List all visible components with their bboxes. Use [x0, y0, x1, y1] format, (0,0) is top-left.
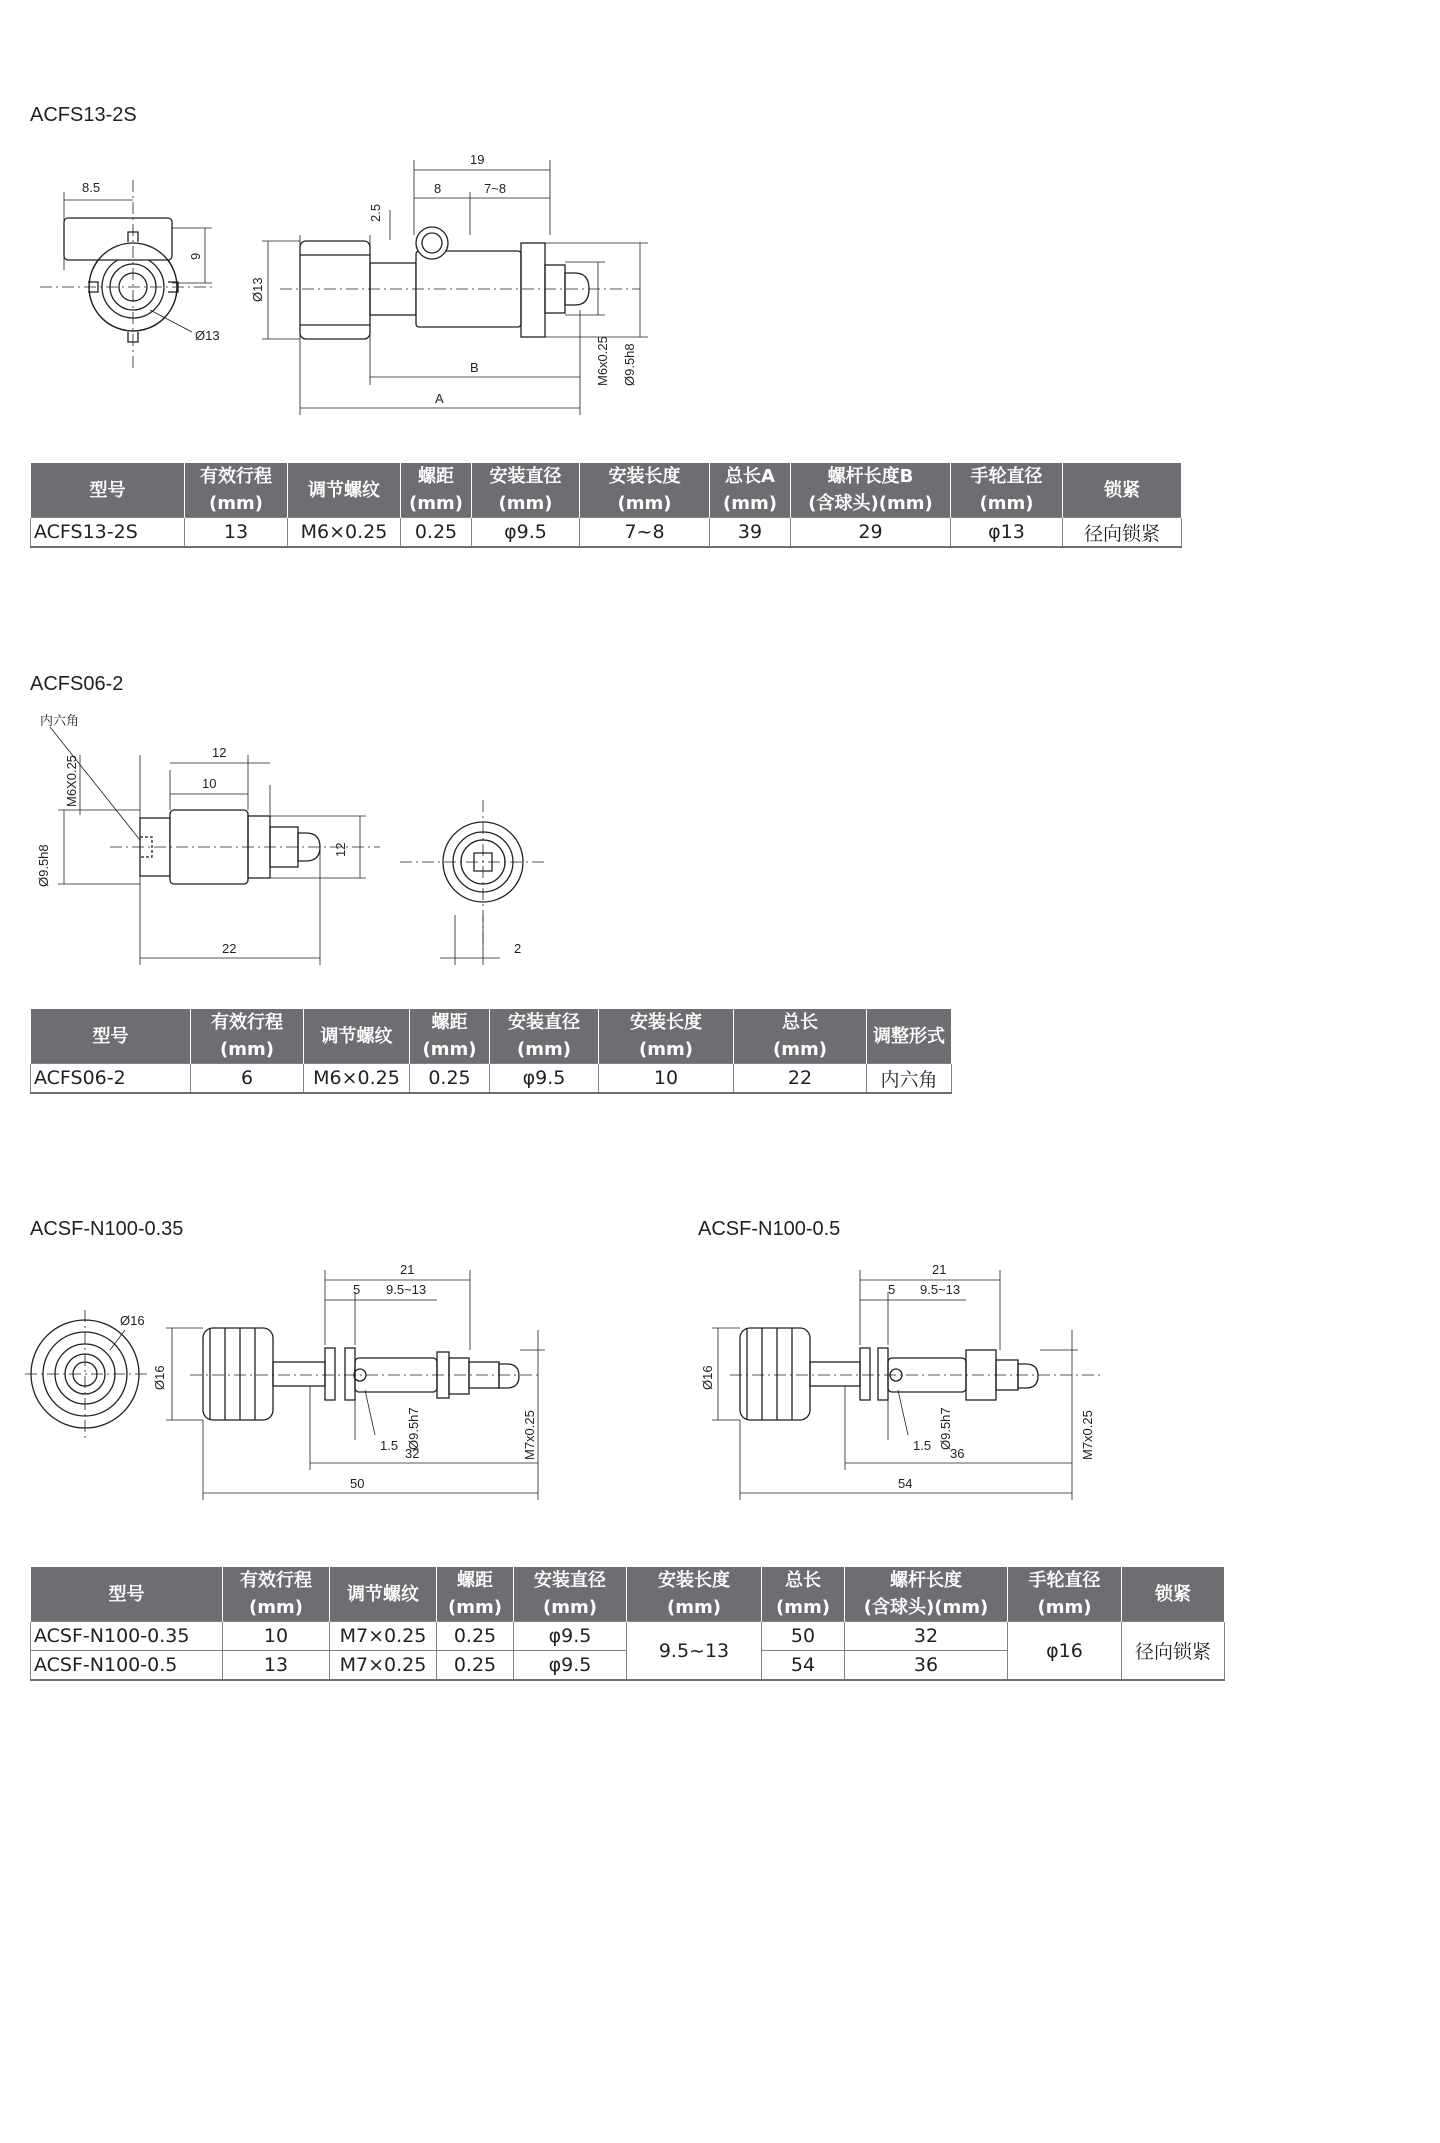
dim-label: Ø16 — [120, 1313, 145, 1328]
dim-label: 36 — [950, 1446, 965, 1461]
section-title-acfs06-2: ACFS06-2 — [30, 673, 124, 695]
table-header-cell: 螺杆长度 (含球头)(mm) — [845, 1567, 1008, 1622]
spec-table-acsf-n100 — [30, 1567, 1225, 1681]
table-cell: 内六角 — [867, 1064, 952, 1094]
dim-label: 2.5 — [368, 203, 383, 222]
table-header-cell: 总长 (mm) — [734, 1009, 867, 1064]
table-cell: φ9.5 — [472, 518, 580, 548]
table-cell: 36 — [845, 1651, 1008, 1681]
table-header-cell: 螺距 (mm) — [437, 1567, 514, 1622]
table-cell: φ9.5 — [490, 1064, 599, 1094]
table-header-cell: 安装长度 (mm) — [627, 1567, 762, 1622]
table-header-cell: 安装长度 (mm) — [580, 463, 710, 518]
dim-label: M7x0.25 — [522, 1410, 537, 1460]
dim-label: Ø9.5h7 — [406, 1407, 421, 1450]
table-cell: 39 — [710, 518, 791, 548]
table-header-cell: 安装直径 (mm) — [514, 1567, 627, 1622]
dim-label: 32 — [405, 1446, 420, 1461]
dim-label: Ø16 — [700, 1365, 715, 1390]
table-header-cell: 有效行程 (mm) — [185, 463, 288, 518]
table-header-cell: 安装长度 (mm) — [599, 1009, 734, 1064]
table-cell: φ16 — [1008, 1622, 1122, 1681]
table-cell: 0.25 — [410, 1064, 490, 1094]
table-cell: 径向锁紧 — [1063, 518, 1182, 548]
table-cell: 10 — [223, 1622, 330, 1651]
dim-label: 5 — [353, 1282, 361, 1297]
table-row — [31, 1064, 952, 1094]
dim-label: Ø16 — [152, 1365, 167, 1390]
table-header-cell: 螺距 (mm) — [401, 463, 472, 518]
dim-label: B — [470, 360, 479, 375]
drawing-acfs06-2 — [0, 715, 600, 980]
table-header-cell: 安装直径 (mm) — [472, 463, 580, 518]
dim-label: Ø9.5h8 — [622, 343, 637, 386]
table-header-cell: 有效行程 (mm) — [191, 1009, 304, 1064]
section-title-acfs13-2s: ACFS13-2S — [30, 104, 137, 126]
table-cell: M7×0.25 — [330, 1622, 437, 1651]
table-cell: ACSF-N100-0.35 — [31, 1622, 223, 1651]
dim-label: 21 — [400, 1262, 415, 1277]
table-cell: 50 — [762, 1622, 845, 1651]
table-header-cell: 型号 — [31, 463, 185, 518]
dim-label: 12 — [333, 842, 348, 857]
table-header-cell: 调整形式 — [867, 1009, 952, 1064]
dim-label: 9.5~13 — [920, 1282, 961, 1297]
dim-label: 7~8 — [484, 181, 507, 196]
table-header-cell: 锁紧 — [1063, 463, 1182, 518]
table-header-cell: 螺杆长度B (含球头)(mm) — [791, 463, 951, 518]
drawing-acfs13-2s — [0, 140, 700, 430]
table-cell: 22 — [734, 1064, 867, 1094]
dim-label: A — [435, 391, 444, 406]
dim-label: 8 — [434, 181, 442, 196]
table-row — [31, 518, 1182, 548]
spec-table-acfs13-2s — [30, 463, 1182, 548]
dim-label: 10 — [202, 776, 217, 791]
dim-label: 22 — [222, 941, 237, 956]
table-cell: ACSF-N100-0.5 — [31, 1651, 223, 1681]
dim-label: 19 — [470, 152, 485, 167]
table-cell: M7×0.25 — [330, 1651, 437, 1681]
dim-label: 8.5 — [82, 180, 101, 195]
table-cell: 54 — [762, 1651, 845, 1681]
table-cell: 13 — [185, 518, 288, 548]
table-header-cell: 调节螺纹 — [304, 1009, 410, 1064]
table-cell: 0.25 — [437, 1651, 514, 1681]
table-header-cell: 螺距 (mm) — [410, 1009, 490, 1064]
table-cell: 径向锁紧 — [1122, 1622, 1225, 1681]
table-cell: 9.5~13 — [627, 1622, 762, 1681]
table-header-cell: 锁紧 — [1122, 1567, 1225, 1622]
dim-label: 1.5 — [913, 1438, 932, 1453]
table-cell: φ13 — [951, 518, 1063, 548]
table-cell: φ9.5 — [514, 1651, 627, 1681]
dim-label: Ø9.5h8 — [36, 844, 51, 887]
table-header-cell: 手轮直径 (mm) — [951, 463, 1063, 518]
table-header-cell: 型号 — [31, 1567, 223, 1622]
table-cell: 32 — [845, 1622, 1008, 1651]
dim-label: Ø13 — [195, 328, 220, 343]
drawing-acsf-n100-05 — [700, 1250, 1120, 1520]
table-header-cell: 型号 — [31, 1009, 191, 1064]
table-header-cell: 总长 (mm) — [762, 1567, 845, 1622]
dim-label: Ø9.5h7 — [938, 1407, 953, 1450]
table-cell: ACFS06-2 — [31, 1064, 191, 1094]
table-row — [31, 1622, 1225, 1651]
table-header-cell: 调节螺纹 — [330, 1567, 437, 1622]
dim-label: 5 — [888, 1282, 896, 1297]
table-cell: 6 — [191, 1064, 304, 1094]
dim-label: 9 — [188, 252, 203, 260]
table-header-cell: 安装直径 (mm) — [490, 1009, 599, 1064]
dim-label: M6X0.25 — [64, 754, 79, 807]
table-header-cell: 调节螺纹 — [288, 463, 401, 518]
dim-label: 12 — [212, 745, 227, 760]
table-cell: 13 — [223, 1651, 330, 1681]
table-cell: 0.25 — [401, 518, 472, 548]
table-cell: M6×0.25 — [288, 518, 401, 548]
dim-label: M7x0.25 — [1080, 1410, 1095, 1460]
table-header-cell: 有效行程 (mm) — [223, 1567, 330, 1622]
table-header-cell: 总长A (mm) — [710, 463, 791, 518]
table-cell: ACFS13-2S — [31, 518, 185, 548]
table-cell: φ9.5 — [514, 1622, 627, 1651]
spec-table-acfs06-2 — [30, 1009, 952, 1094]
section-title-acsf-n100-05: ACSF-N100-0.5 — [698, 1218, 841, 1240]
dim-label: 21 — [932, 1262, 947, 1277]
table-header-cell: 手轮直径 (mm) — [1008, 1567, 1122, 1622]
dim-label: 1.5 — [380, 1438, 399, 1453]
table-cell: 0.25 — [437, 1622, 514, 1651]
dim-label: Ø13 — [250, 277, 265, 302]
section-title-acsf-n100-035: ACSF-N100-0.35 — [30, 1218, 184, 1240]
dim-label: 54 — [898, 1476, 913, 1491]
table-cell: M6×0.25 — [304, 1064, 410, 1094]
dim-label: M6x0.25 — [595, 336, 610, 386]
dim-label: 2 — [514, 941, 522, 956]
table-cell: 10 — [599, 1064, 734, 1094]
table-cell: 7~8 — [580, 518, 710, 548]
dim-label: 内六角 — [40, 713, 80, 728]
table-cell: 29 — [791, 518, 951, 548]
dim-label: 9.5~13 — [386, 1282, 427, 1297]
drawing-acsf-n100-035 — [0, 1250, 600, 1520]
dim-label: 50 — [350, 1476, 365, 1491]
